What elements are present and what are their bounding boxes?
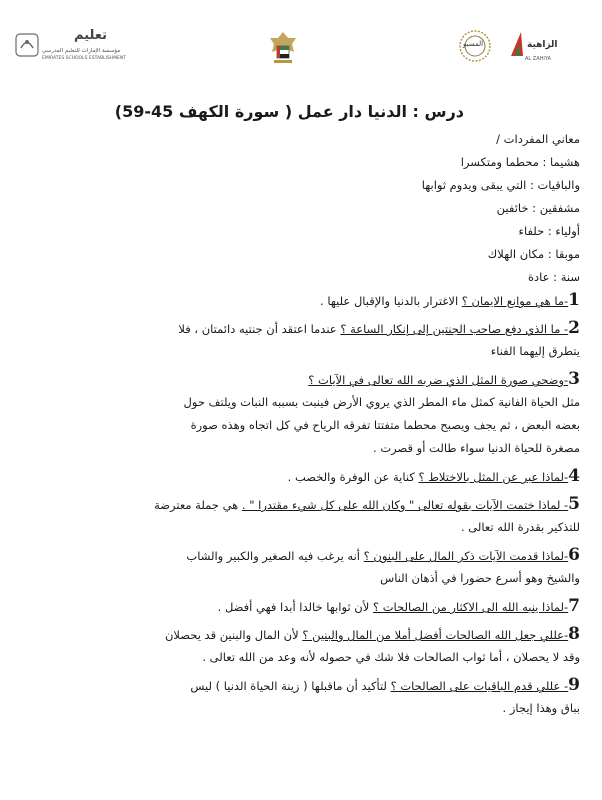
answer-continuation: للتذكير بقدرة الله تعالى . [460, 520, 580, 534]
question-item [20, 317, 580, 368]
question-text: -ما هي موانع الايمان ؟ [461, 294, 569, 308]
alzahiya-sub-text: AL ZAHIYA [525, 56, 551, 62]
vocab-item: أولياء : حلفاء [518, 224, 580, 238]
vocab-item: والباقيات : التي يبقى ويدوم ثوابها [421, 178, 580, 192]
question-number: 6 [568, 545, 580, 565]
almasbu-text: المسبو [463, 40, 484, 48]
answer-continuation: مثل الحياة الفانية كمثل ماء المطر الذي يروي الأرض فينبت بسببه النبات ويلتف حول [183, 395, 580, 409]
document-body [20, 92, 580, 725]
answer-text: هي جملة معترضة [154, 498, 242, 512]
question-line [20, 595, 580, 618]
question-number: 4 [568, 466, 580, 486]
page-header [0, 0, 602, 95]
question-item [20, 623, 580, 674]
question-item [20, 674, 580, 725]
logo-arabic-text: مؤسسة الإمارات للتعليم المدرسي [42, 48, 121, 54]
answer-text: لتأكيد أن ماقبلها ( زينة الحياة الدنيا ) ليس [190, 679, 391, 693]
lesson-title: درس : الدنيا دار عمل ( سورة الكهف 45-59) [114, 102, 464, 121]
question-number: 1 [568, 290, 580, 310]
question-item [20, 493, 580, 544]
question-item [20, 368, 580, 465]
question-text: -لماذا قدمت الآيات ذكر المال على البنون ؟ [363, 549, 569, 563]
answer-text: عندما اعتقد أن جنتيه دائمتان ، فلا [178, 322, 341, 336]
answer-text: لأن المال والبنين قد يحصلان [164, 628, 303, 642]
answer-continuation: يتطرق إليهما الفناء [490, 344, 580, 358]
question-text: -وضحي صورة المثل الذي ضربه الله تعالى في الآيات ؟ [308, 373, 569, 387]
question-item [20, 544, 580, 595]
question-number: 8 [568, 624, 580, 644]
question-line [20, 317, 580, 340]
question-line [20, 493, 580, 516]
question-list [20, 289, 580, 725]
answer-continuation: مصغرة للحياة الدنيا سواء طالت أو قصرت . [373, 441, 580, 455]
question-number: 2 [568, 318, 580, 338]
answer-text: كناية عن الوفرة والخصب . [287, 470, 419, 484]
question-item [20, 289, 580, 317]
question-line [20, 544, 580, 567]
vocab-item: موبقا : مكان الهلاك [487, 247, 580, 261]
question-line [20, 674, 580, 697]
question-text: - عللي قدم الباقيات على الصالحات ؟ [390, 679, 569, 693]
logo-english-text: EMIRATES SCHOOLS ESTABLISHMENT [42, 56, 127, 61]
question-text: -لماذا عبر عن المثل بالاختلاط ؟ [418, 470, 569, 484]
answer-text: الاغترار بالدنيا والإقبال عليها . [320, 294, 462, 308]
question-number: 3 [568, 369, 580, 389]
question-line [20, 368, 580, 391]
answer-text: لأن ثوابها خالدا أبدا فهي أفضل . [217, 600, 373, 614]
uae-emblem-logo [266, 30, 300, 66]
alzahiya-school-logo [505, 26, 563, 68]
logo-brand-text: تعليم [74, 28, 108, 43]
vocab-item: سنة : عادة [528, 270, 580, 284]
answer-continuation: والشيخ وهو أسرع حضورا في أذهان الناس [380, 571, 580, 585]
answer-continuation: وقد لا يحصلان ، أما ثواب الصالحات فلا شك في حصوله لأنه وعد من الله تعالى . [202, 650, 580, 664]
question-item [20, 595, 580, 623]
question-text: -لماذا ينبه الله الى الاكثار من الصالحات ؟ [372, 600, 569, 614]
answer-continuation: بعضه البعض ، ثم يجف ويصبح محطما متفتتا تفرقه الرياح في كل اتجاه وهذه صورة [190, 418, 580, 432]
question-line [20, 289, 580, 312]
alzahiya-text: الزاهية [527, 40, 558, 50]
question-number: 7 [568, 596, 580, 616]
vocab-item: مشفقين : خائفين [496, 201, 580, 215]
question-text: -عللي جعل الله الصالحات أفضل أملا من المال والبنين ؟ [302, 628, 569, 642]
almasbu-school-logo [455, 28, 495, 68]
question-item [20, 465, 580, 493]
question-text: - ما الذي دفع صاحب الجنتين إلى إنكار الساعة ؟ [340, 322, 569, 336]
question-text: - لماذا ختمت الآيات بقوله تعالى " وكان الله على كل شيء مقتدرا " . [241, 498, 569, 512]
spacer [20, 720, 580, 725]
question-number: 5 [568, 494, 580, 514]
question-line [20, 465, 580, 488]
vocab-list [20, 151, 580, 289]
emirates-schools-logo [14, 28, 127, 66]
question-number: 9 [568, 675, 580, 695]
vocab-item: هشيما : محطما ومتكسرا [460, 155, 580, 169]
answer-text: أنه يرغب فيه الصغير والكبير والشاب [186, 549, 364, 563]
answer-continuation: بباق وهذا إيجاز . [502, 701, 580, 715]
question-line [20, 623, 580, 646]
vocab-heading: معاني المفردات / [496, 132, 580, 146]
